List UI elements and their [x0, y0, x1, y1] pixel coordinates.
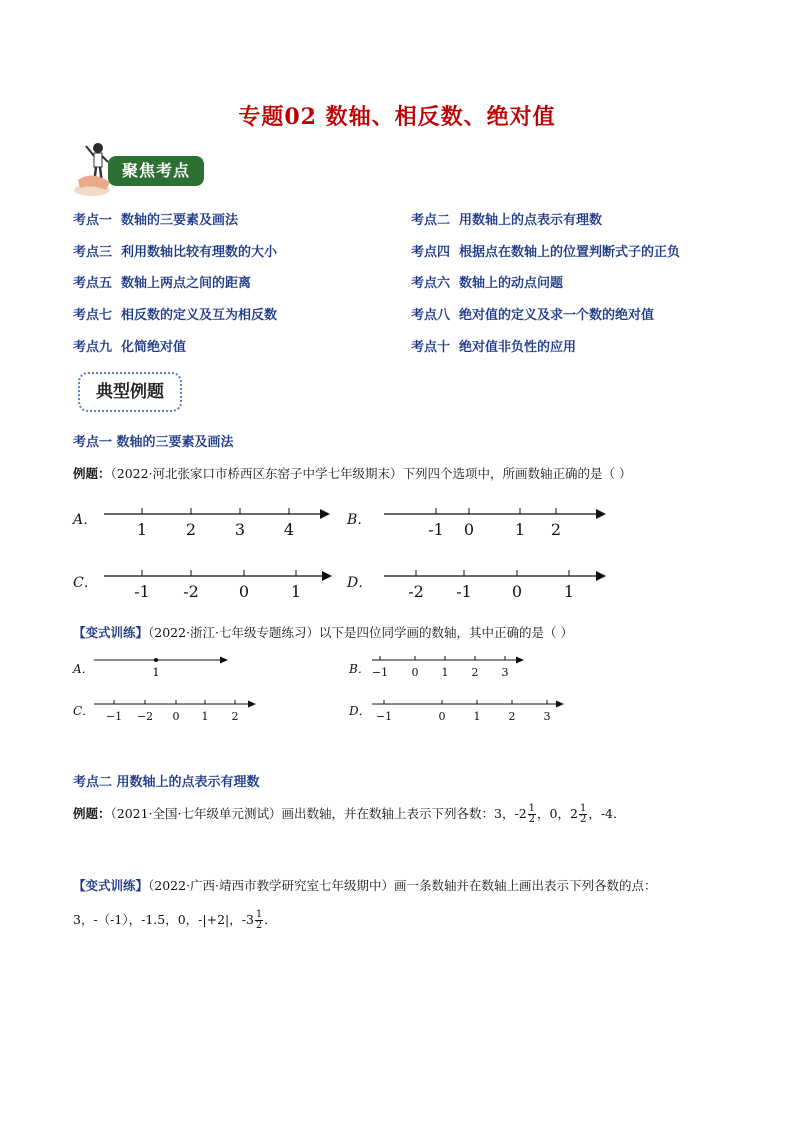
tick-label: 1 [514, 520, 526, 539]
number-line-option-d [380, 566, 616, 606]
option-label: D． [349, 704, 371, 718]
tick-label: 1 [563, 582, 575, 601]
small-number-line-d [370, 696, 570, 726]
point-dot [154, 658, 158, 662]
tick-label: −2 [136, 710, 154, 723]
option-label: B． [349, 662, 370, 676]
topic-item: 考点十 绝对值非负性的应用 [411, 340, 577, 355]
tick-label: −1 [105, 710, 123, 723]
tick-label: 2 [550, 520, 562, 539]
number-line-option-c [100, 566, 336, 606]
variant-question-numbers: 3，-（-1），-1.5，0，-|+2|，-3 $\frac{1}{2}$ ． [73, 909, 277, 931]
tick-label: 1 [473, 710, 481, 723]
tick-label: -2 [183, 582, 199, 601]
tick-label: 2 [508, 710, 516, 723]
option-label: C． [73, 704, 95, 718]
option-label: A． [73, 662, 94, 676]
small-number-line-a [92, 652, 232, 682]
option-label: A． [73, 512, 98, 528]
topic-item: 考点五 数轴上两点之间的距离 [73, 276, 252, 291]
tick-label: -1 [134, 582, 150, 601]
tick-label: −1 [375, 710, 393, 723]
tick-label: 1 [441, 666, 449, 679]
tick-label: 3 [234, 520, 246, 539]
topic-item: 考点九 化简绝对值 [73, 340, 187, 355]
tick-label: 2 [471, 666, 479, 679]
tick-label: 1 [201, 710, 209, 723]
option-label: C． [73, 575, 98, 591]
topic-item: 考点四 根据点在数轴上的位置判断式子的正负 [411, 245, 681, 260]
focus-topics-badge [66, 140, 206, 198]
topic-item: 考点三 利用数轴比较有理数的大小 [73, 245, 278, 260]
topic-item: 考点八 绝对值的定义及求一个数的绝对值 [411, 308, 655, 323]
tick-label: 1 [136, 520, 148, 539]
small-number-line-c [92, 696, 260, 726]
example-question: 例题：（2022·河北张家口市桥西区东窑子中学七年级期末）下列四个选项中，所画数轴正确的是（ ） [73, 466, 632, 481]
example-question: 例题：（2021·全国·七年级单元测试）画出数轴，并在数轴上表示下列各数：3，-2 $\frac{1}{2}$ ，0，2 $\frac{1}{2}$ ，-4． [73, 803, 626, 825]
tick-label: 1 [290, 582, 302, 601]
number-line-option-b [380, 504, 616, 544]
small-number-line-b [370, 652, 530, 682]
option-label: D． [347, 575, 373, 591]
tick-label: 0 [463, 520, 475, 539]
tick-label: 1 [152, 666, 160, 679]
number-line-option-a [100, 504, 336, 544]
typical-examples-box: 典型例题 [78, 372, 182, 412]
tick-label: -2 [408, 582, 424, 601]
tick-label: −1 [371, 666, 389, 679]
tick-label: 0 [411, 666, 419, 679]
tick-label: 2 [231, 710, 239, 723]
option-label: B． [347, 512, 372, 528]
tick-label: -1 [456, 582, 472, 601]
tick-label: -1 [428, 520, 444, 539]
tick-label: 0 [172, 710, 180, 723]
tick-label: 0 [238, 582, 250, 601]
focus-topics-label: 聚焦考点 [108, 156, 204, 186]
topic-item: 考点七 相反数的定义及互为相反数 [73, 308, 278, 323]
tick-label: 3 [501, 666, 509, 679]
tick-label: 3 [543, 710, 551, 723]
section-heading: 考点一 数轴的三要素及画法 [73, 435, 234, 450]
topic-item: 考点二 用数轴上的点表示有理数 [411, 213, 603, 228]
tick-label: 2 [185, 520, 197, 539]
section-heading: 考点二 用数轴上的点表示有理数 [73, 775, 260, 790]
tick-label: 4 [283, 520, 295, 539]
page-title: 专题02 数轴、相反数、绝对值 [238, 104, 556, 130]
tick-label: 0 [438, 710, 446, 723]
variant-question: 【变式训练】（2022·浙江·七年级专题练习）以下是四位同学画的数轴，其中正确的是（ ） [73, 625, 573, 640]
tick-label: 0 [511, 582, 523, 601]
variant-question: 【变式训练】（2022·广西·靖西市教学研究室七年级期中）画一条数轴并在数轴上画出表示下列各数的点： [73, 878, 657, 893]
topic-item: 考点一 数轴的三要素及画法 [73, 213, 239, 228]
topic-item: 考点六 数轴上的动点问题 [411, 276, 564, 291]
